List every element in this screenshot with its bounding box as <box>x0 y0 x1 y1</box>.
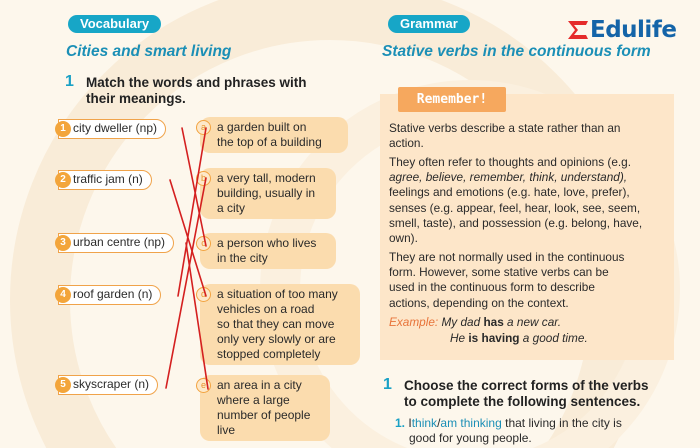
vocabulary-tag: Vocabulary <box>68 15 161 33</box>
task-line: to complete the following sentences. <box>404 394 641 409</box>
para-line: Stative verbs describe a state rather than an <box>389 121 621 135</box>
meaning-a <box>200 117 348 153</box>
para-line: feelings and emotions (e.g. hate, love, prefer), <box>389 185 630 200</box>
example-text: He <box>450 331 466 345</box>
meaning-line: vehicles on a road <box>217 302 315 316</box>
option-separator: / <box>437 416 441 430</box>
para-line: agree, believe, remember, think, understand), <box>389 170 628 185</box>
grammar-task-number: 1 <box>383 376 392 393</box>
meaning-line: in the city <box>217 251 268 265</box>
meaning-e <box>200 375 330 441</box>
word-number-1: 1 <box>55 121 71 137</box>
meaning-letter-d: d <box>196 287 211 302</box>
meaning-b <box>200 168 336 219</box>
para-line: They often refer to thoughts and opinions (e.g. <box>389 155 631 169</box>
meaning-letter-c: c <box>196 236 211 251</box>
word-item-3 <box>58 233 174 253</box>
example-text: a good time. <box>522 331 588 345</box>
task-line: Choose the correct forms of the verbs <box>404 378 649 393</box>
example-bold: is having <box>468 331 520 345</box>
word-label: urban centre (np) <box>73 235 166 249</box>
word-label: traffic jam (n) <box>73 172 143 186</box>
meaning-line: a situation of too many <box>217 287 338 301</box>
example-line-2 <box>450 331 670 346</box>
meaning-line: only very slowly or are <box>217 332 336 346</box>
para-line: actions, depending on the context. <box>389 295 569 310</box>
example-line-1 <box>389 315 669 330</box>
sentence-text: I <box>408 416 412 430</box>
grammar-tag: Grammar <box>388 15 470 33</box>
para-line: They are not normally used in the continuous <box>389 250 625 264</box>
grammar-task-text <box>404 378 694 410</box>
meaning-c <box>200 233 336 269</box>
meaning-letter-b: b <box>196 171 211 186</box>
vocabulary-task-number: 1 <box>65 73 74 90</box>
word-number-5: 5 <box>55 377 71 393</box>
word-label: city dweller (np) <box>73 121 158 135</box>
remember-para-1 <box>389 121 669 151</box>
para-line: senses (e.g. appear, feel, hear, look, see, seem, <box>389 200 641 215</box>
sentence-1 <box>395 416 695 446</box>
sentence-text: that living in the city is <box>505 416 622 430</box>
edulife-logo <box>566 17 676 43</box>
word-number-4: 4 <box>55 287 71 303</box>
vocabulary-task-text: Match the words and phrases with their meanings. <box>86 75 307 106</box>
remember-para-3 <box>389 250 669 311</box>
logo-text: Edulife <box>590 17 677 43</box>
word-item-1 <box>58 119 166 139</box>
meaning-line: stopped completely <box>217 347 321 361</box>
example-text: a new car. <box>507 315 562 329</box>
remember-tag: Remember! <box>398 87 506 112</box>
word-label: skyscraper (n) <box>73 377 150 391</box>
meaning-line: a person who lives <box>217 236 317 250</box>
option-think[interactable]: think <box>411 416 438 430</box>
meaning-d <box>200 284 360 365</box>
meaning-line: live <box>217 423 236 437</box>
remember-para-2 <box>389 155 669 246</box>
meaning-line: number of people <box>217 408 311 422</box>
meaning-letter-a: a <box>196 120 211 135</box>
para-line: used in the continuous form to describe <box>389 280 595 295</box>
edulife-logo-icon <box>566 18 590 42</box>
word-item-5 <box>58 375 158 395</box>
vocabulary-subtitle: Cities and smart living <box>66 43 232 60</box>
word-number-2: 2 <box>55 172 71 188</box>
sentence-number: 1. <box>395 416 406 430</box>
para-line: own). <box>389 231 418 246</box>
option-am-thinking[interactable]: am thinking <box>440 416 502 430</box>
example-bold: has <box>483 315 504 329</box>
meaning-letter-e: e <box>196 378 211 393</box>
meaning-line: a garden built on <box>217 120 307 134</box>
meaning-line: a very tall, modern <box>217 171 316 185</box>
meaning-line: the top of a building <box>217 135 322 149</box>
word-item-4 <box>58 285 161 305</box>
para-line: form. However, some stative verbs can be <box>389 265 609 280</box>
grammar-subtitle: Stative verbs in the continuous form <box>382 43 651 60</box>
meaning-line: a city <box>217 201 246 215</box>
para-line: action. <box>389 136 424 151</box>
example-label: Example: <box>389 315 439 329</box>
word-number-3: 3 <box>55 235 71 251</box>
word-item-2 <box>58 170 152 190</box>
meaning-line: an area in a city <box>217 378 302 392</box>
sentence-line-2: good for young people. <box>409 431 532 446</box>
word-label: roof garden (n) <box>73 287 153 301</box>
example-text: My dad <box>441 315 481 329</box>
meaning-line: so that they can move <box>217 317 335 331</box>
meaning-line: building, usually in <box>217 186 316 200</box>
para-line: smell, taste), and possession (e.g. belong, have, <box>389 215 643 230</box>
meaning-line: where a large <box>217 393 290 407</box>
